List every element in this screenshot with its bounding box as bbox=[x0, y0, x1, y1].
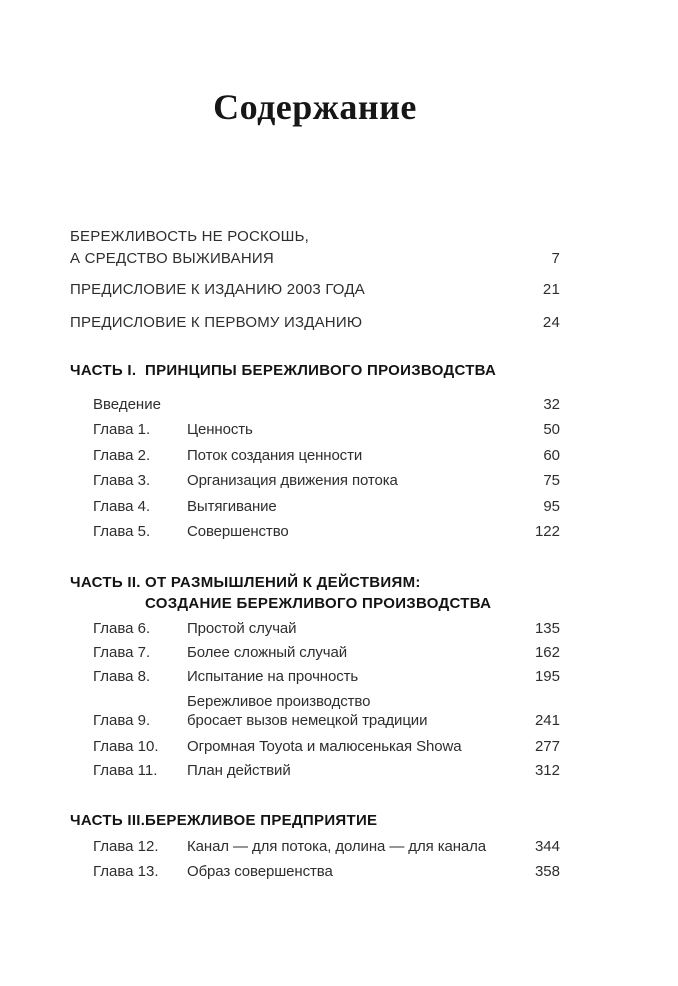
page-number: 241 bbox=[534, 712, 560, 729]
page-number: 358 bbox=[534, 863, 560, 880]
chapter-title bbox=[187, 692, 523, 730]
part-title-line: СОЗДАНИЕ БЕРЕЖЛИВОГО ПРОИЗВОДСТВА bbox=[145, 595, 492, 612]
chapter-row bbox=[70, 619, 560, 638]
page-number: 122 bbox=[534, 523, 560, 540]
chapter-title-line: Поток создания ценности bbox=[187, 447, 363, 464]
chapter-title bbox=[187, 522, 523, 541]
chapter-label: Глава 8. bbox=[93, 668, 151, 685]
chapter-label: Глава 6. bbox=[93, 620, 151, 637]
chapter-title-line: Организация движения потока bbox=[187, 472, 398, 489]
page-number: 344 bbox=[534, 838, 560, 855]
chapter-row bbox=[70, 446, 560, 465]
front-matter-title-line: А СРЕДСТВО ВЫЖИВАНИЯ bbox=[70, 250, 274, 267]
chapter-title bbox=[187, 420, 531, 439]
front-matter-title-line: БЕРЕЖЛИВОСТЬ НЕ РОСКОШЬ, bbox=[70, 228, 309, 245]
page-number: 75 bbox=[543, 472, 560, 489]
page-number: 32 bbox=[543, 396, 560, 413]
chapter-label: Глава 11. bbox=[93, 762, 158, 779]
page-number: 312 bbox=[534, 762, 560, 779]
chapter-title bbox=[187, 862, 523, 881]
page-title: Содержание bbox=[213, 87, 417, 127]
chapter-title bbox=[187, 619, 523, 638]
chapter-label: Глава 1. bbox=[93, 421, 151, 438]
part-title bbox=[145, 572, 560, 614]
chapter-label: Глава 13. bbox=[93, 863, 159, 880]
chapter-row bbox=[70, 862, 560, 881]
toc-content bbox=[70, 0, 560, 986]
part-header bbox=[70, 572, 560, 614]
front-matter-entry bbox=[70, 279, 560, 301]
chapter-title-line: Образ совершенства bbox=[187, 863, 333, 880]
chapter-label: Глава 12. bbox=[93, 838, 159, 855]
part-title bbox=[145, 360, 560, 381]
chapter-title bbox=[187, 471, 531, 490]
chapter-row bbox=[70, 643, 560, 662]
part-header bbox=[70, 810, 560, 831]
page-number: 162 bbox=[534, 644, 560, 661]
chapter-title-line: Вытягивание bbox=[187, 498, 277, 515]
front-matter-title bbox=[70, 226, 539, 270]
chapter-row bbox=[70, 522, 560, 541]
chapter-title-line: Более сложный случай bbox=[187, 644, 347, 661]
chapter-title bbox=[187, 761, 523, 780]
part-title-line: БЕРЕЖЛИВОЕ ПРЕДПРИЯТИЕ bbox=[145, 812, 378, 829]
chapter-title-line: Канал — для потока, долина — для канала bbox=[187, 838, 487, 855]
chapter-title-line: Совершенство bbox=[187, 523, 289, 540]
chapter-label: Глава 3. bbox=[93, 472, 151, 489]
chapter-label: Глава 5. bbox=[93, 523, 151, 540]
part-title-line: ПРИНЦИПЫ БЕРЕЖЛИВОГО ПРОИЗВОДСТВА bbox=[145, 362, 497, 379]
chapter-title bbox=[187, 497, 531, 516]
part-title bbox=[145, 810, 560, 831]
chapter-row bbox=[70, 420, 560, 439]
front-matter-title bbox=[70, 279, 531, 301]
front-matter-entry bbox=[70, 312, 560, 334]
part-label: ЧАСТЬ II. bbox=[70, 574, 141, 591]
page-number: 7 bbox=[551, 250, 560, 267]
page-number: 50 bbox=[543, 421, 560, 438]
chapter-title bbox=[187, 737, 523, 756]
front-matter-title bbox=[70, 312, 531, 334]
page-number: 60 bbox=[543, 447, 560, 464]
page-number: 21 bbox=[542, 281, 560, 298]
part-header bbox=[70, 360, 560, 381]
part-label: ЧАСТЬ III. bbox=[70, 812, 146, 829]
chapter-label: Глава 7. bbox=[93, 644, 151, 661]
chapter-row bbox=[70, 395, 560, 414]
chapter-label: Глава 4. bbox=[93, 498, 151, 515]
chapter-label: Глава 9. bbox=[93, 712, 151, 729]
chapter-label: Глава 2. bbox=[93, 447, 151, 464]
chapter-title bbox=[187, 837, 523, 856]
chapter-row bbox=[70, 471, 560, 490]
chapter-title bbox=[187, 446, 531, 465]
chapter-row bbox=[70, 497, 560, 516]
front-matter-title-line: ПРЕДИСЛОВИЕ К ИЗДАНИЮ 2003 ГОДА bbox=[70, 281, 365, 298]
chapter-title-line: Бережливое производство bbox=[187, 693, 371, 710]
page-number: 277 bbox=[534, 738, 560, 755]
chapter-title bbox=[187, 643, 523, 662]
chapter-title-line: Ценность bbox=[187, 421, 253, 438]
chapter-title-line: Огромная Toyota и малюсенькая Showa bbox=[187, 738, 462, 755]
chapter-title bbox=[187, 667, 523, 686]
chapter-row bbox=[70, 837, 560, 856]
part-label: ЧАСТЬ I. bbox=[70, 362, 137, 379]
chapter-label: Глава 10. bbox=[93, 738, 159, 755]
front-matter-entry bbox=[70, 226, 560, 270]
chapter-label: Введение bbox=[93, 396, 161, 413]
page-number: 195 bbox=[534, 668, 560, 685]
chapter-title-line: бросает вызов немецкой традиции bbox=[187, 712, 428, 729]
page-number: 95 bbox=[543, 498, 560, 515]
page-number: 24 bbox=[542, 314, 560, 331]
chapter-title-line: Простой случай bbox=[187, 620, 297, 637]
chapter-row bbox=[70, 692, 560, 730]
part-title-line: ОТ РАЗМЫШЛЕНИЙ К ДЕЙСТВИЯМ: bbox=[145, 574, 421, 591]
front-matter-title-line: ПРЕДИСЛОВИЕ К ПЕРВОМУ ИЗДАНИЮ bbox=[70, 314, 363, 331]
chapter-row bbox=[70, 667, 560, 686]
chapter-row bbox=[70, 761, 560, 780]
chapter-row bbox=[70, 737, 560, 756]
chapter-title-line: План действий bbox=[187, 762, 291, 779]
chapter-title-line: Испытание на прочность bbox=[187, 668, 359, 685]
page-number: 135 bbox=[534, 620, 560, 637]
